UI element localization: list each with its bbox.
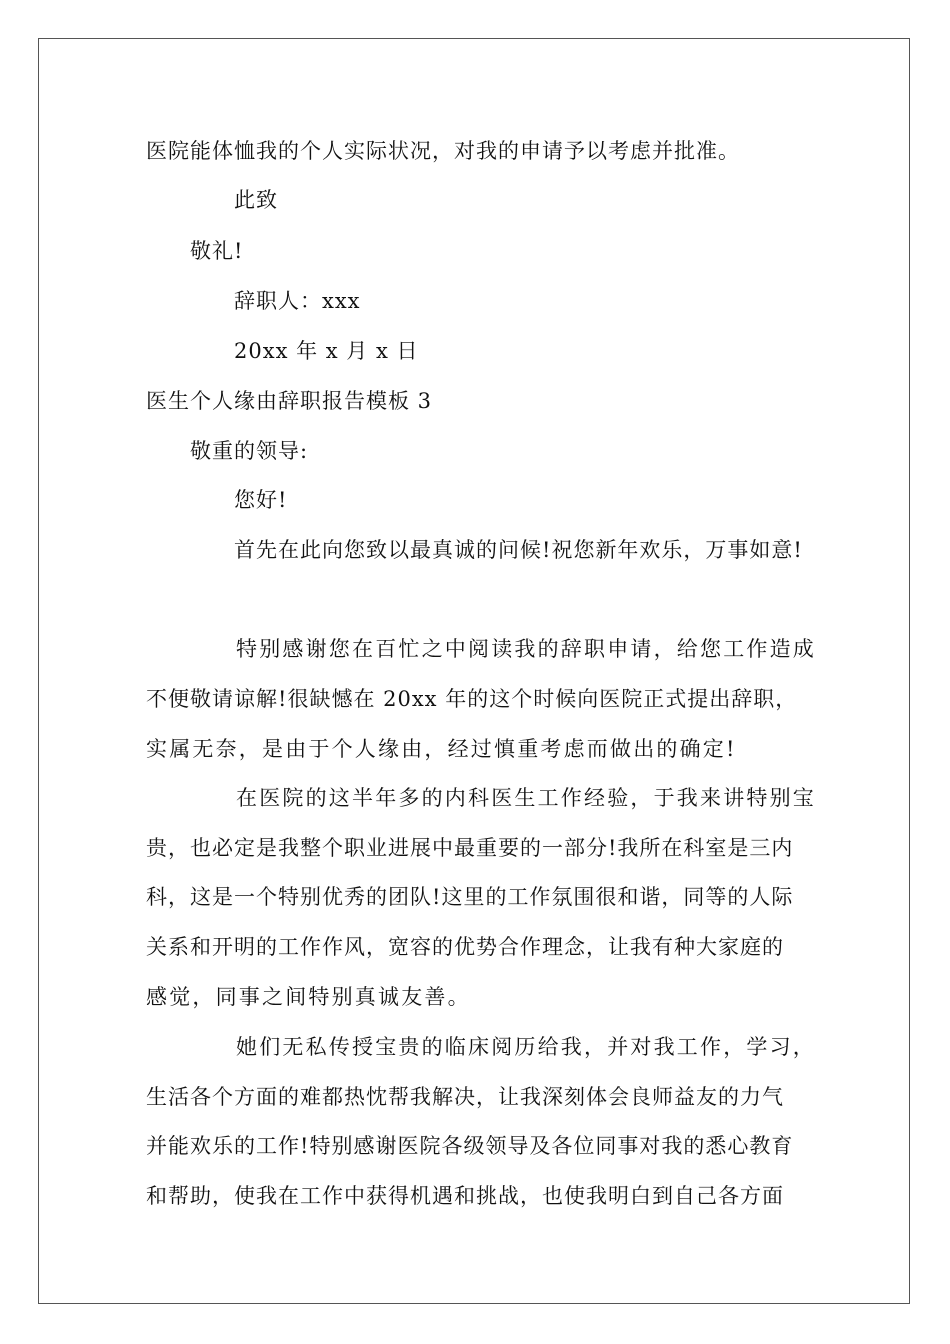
text-line: 在医院的这半年多的内科医生工作经验，于我来讲特别宝	[236, 786, 816, 810]
text-line: 和帮助，使我在工作中获得机遇和挑战，也使我明白到自己各方面	[146, 1184, 784, 1208]
text-line: 不便敬请谅解!很缺憾在 20xx 年的这个时候向医院正式提出辞职，	[146, 687, 798, 711]
closing-salutation: 此致	[234, 188, 278, 212]
text-line: 实属无奈，是由于个人缘由，经过慎重考虑而做出的确定!	[146, 737, 737, 761]
letter-hello: 您好!	[234, 488, 288, 512]
text-line: 并能欢乐的工作!特别感谢医院各级领导及各位同事对我的悉心教育	[146, 1134, 794, 1158]
text-line: 特别感谢您在百忙之中阅读我的辞职申请，给您工作造成	[236, 637, 816, 661]
text-line: 首先在此向您致以最真诚的问候!祝您新年欢乐，万事如意!	[234, 538, 803, 562]
text-line: 关系和开明的工作作风，宽容的优势合作理念，让我有种大家庭的	[146, 935, 784, 959]
page-border	[38, 38, 910, 1304]
text-line: 贵，也必定是我整个职业进展中最重要的一部分!我所在科室是三内	[146, 836, 794, 860]
text-line: 生活各个方面的难都热忱帮我解决，让我深刻体会良师益友的力气	[146, 1085, 784, 1109]
text-line: 她们无私传授宝贵的临床阅历给我，并对我工作，学习，	[236, 1035, 816, 1059]
closing-respect: 敬礼!	[190, 239, 244, 263]
text-line: 感觉，同事之间特别真诚友善。	[146, 985, 471, 1009]
letter-greeting: 敬重的领导:	[190, 439, 309, 463]
text-line: 科，这是一个特别优秀的团队!这里的工作氛围很和谐，同等的人际	[146, 885, 794, 909]
signature-date: 20xx 年 x 月 x 日	[234, 339, 419, 363]
signature-name: 辞职人：xxx	[234, 289, 361, 313]
text-line: 医院能体恤我的个人实际状况，对我的申请予以考虑并批准。	[146, 139, 740, 163]
section-heading: 医生个人缘由辞职报告模板 3	[146, 389, 433, 413]
